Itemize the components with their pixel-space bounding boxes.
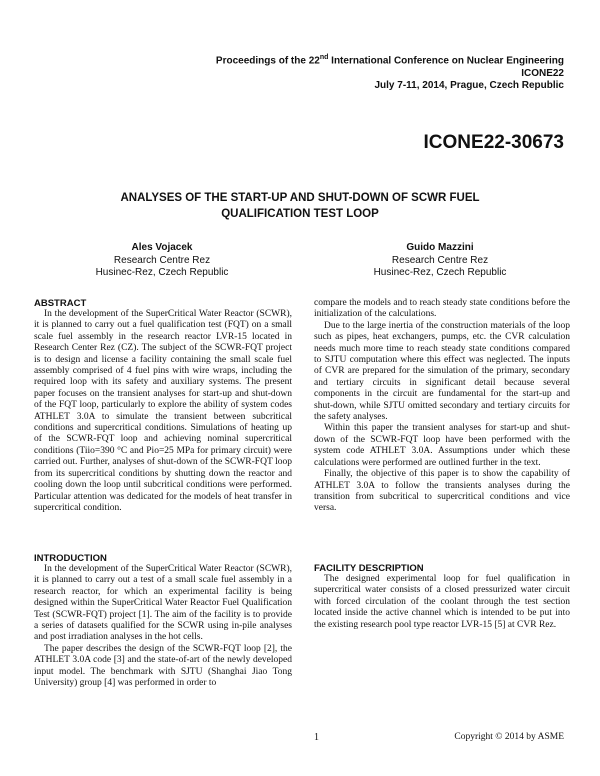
paper-title — [60, 190, 540, 222]
author-name: Guido Mazzini — [406, 242, 474, 253]
abstract-section — [34, 298, 292, 514]
introduction-section — [34, 553, 292, 689]
proceedings-header — [144, 52, 564, 93]
paper-id: ICONE22-30673 — [423, 132, 564, 153]
body-paragraph: Finally, the objective of this paper is to show the capability of ATHLET 3.0A to follow the transients analyses during the transition from subcritical to supercritical conditions and vice versa. — [314, 469, 570, 514]
facility-heading: FACILITY DESCRIPTION — [314, 563, 424, 574]
author-block — [310, 242, 570, 280]
introduction-paragraph: In the development of the SuperCritical Water Reactor (SCWR), it is planned to carry out a test of a small scale fuel assembly in a research reactor, for which an experimental facility is being designed within the SuperCritical Water Reactor Fuel Qualification Test (SCWR-FQT) project [1]. The aim of the facility is to provide a series of datasets qualified for the SCWR using in-pile analyses and post irradiation analyses in the hot cells. — [34, 564, 292, 643]
introduction-heading: INTRODUCTION — [34, 553, 107, 564]
copyright-notice: Copyright © 2014 by ASME — [454, 732, 564, 742]
introduction-paragraph: The paper describes the design of the SCWR-FQT loop [2], the ATHLET 3.0A code [3] and the state-of-art of the newly developed input model. The benchmark with SJTU (Shanghai Jiao Tong University) group [4] was performed in order to — [34, 643, 292, 689]
author-block — [32, 242, 292, 280]
conference-name: ICONE22 — [521, 67, 564, 79]
abstract-heading: ABSTRACT — [34, 298, 87, 309]
body-paragraph: Due to the large inertia of the construction materials of the loop such as pipes, heat exchangers, pumps, etc. the CVR calculation needs much more time to reach steady state conditions compared to SJTU computation where this effect was neglected. The inputs of CVR are prepared for the simulation of the primary, secondary and tertiary circuits in significant detail because several components in the circuit are fundamental for the start-up and shut-down, while SJTU omitted secondary and tertiary circuits for the safety analyses. — [314, 320, 570, 423]
facility-text: The designed experimental loop for fuel qualification in supercritical water consists of a closed pressurized water circuit with forced circulation of the coolant through the test section located inside the active channel which is intended to be put into the existing research pool type reactor LVR-15 [5] at CVR Rez. — [314, 574, 570, 630]
conference-dates-place: July 7-11, 2014, Prague, Czech Republic — [374, 80, 564, 92]
ordinal-suffix: nd — [319, 54, 329, 61]
author-name: Ales Vojacek — [131, 242, 193, 253]
author-affiliation: Research Centre Rez — [113, 254, 211, 266]
page-number: 1 — [314, 732, 319, 743]
abstract-text: In the development of the SuperCritical Water Reactor (SCWR), it is planned to carry out a fuel qualification test (FQT) on a small scale fuel assembly in the research reactor LVR-15 located in Research Center Rez (CZ). The subject of the SCWR-FQT project is to design and license a facility containing the small scale fuel assembly comprised of 4 fuel pins with wire wraps, including the required loop with its safety and auxiliary systems. The present paper focuses on the transient analyses for start-up and shut-down of the FQT loop, particularly to explore the ability of system codes ATHLET 3.0A to simulate the transient between subcritical conditions and supercritical conditions. Simulations of heating up of the SCWR-FQT loop and achieving nominal supercritical conditions (Tiio=390 °C and Pio=25 MPa for primary circuit) were carried out. Further, analyses of shut-down of the SCWR-FQT loop from its supercritical conditions by shutting down the reactor and cooling down the loop until subcritical conditions were performed. Particular attention was dedicated for the models of heat transfer in supercritical condition. — [34, 309, 292, 513]
introduction-continued — [314, 298, 570, 515]
facility-section — [314, 563, 570, 631]
body-paragraph: Within this paper the transient analyses for start-up and shut-down of the SCWR-FQT loop have been performed with the system code ATHLET 3.0A. Assumptions under which these calculations were performed are outlined further in the text. — [314, 423, 570, 468]
author-location: Husinec-Rez, Czech Republic — [373, 267, 507, 278]
title-line-1: ANALYSES OF THE START-UP AND SHUT-DOWN OF SCWR FUEL — [120, 192, 480, 204]
body-paragraph: compare the models and to reach steady state conditions before the initialization of the calculations. — [314, 298, 570, 320]
proceedings-line: Proceedings of the 22nd International Conference on Nuclear Engineering — [215, 54, 564, 67]
title-line-2: QUALIFICATION TEST LOOP — [221, 208, 379, 220]
author-location: Husinec-Rez, Czech Republic — [95, 267, 229, 278]
author-affiliation: Research Centre Rez — [391, 254, 489, 266]
